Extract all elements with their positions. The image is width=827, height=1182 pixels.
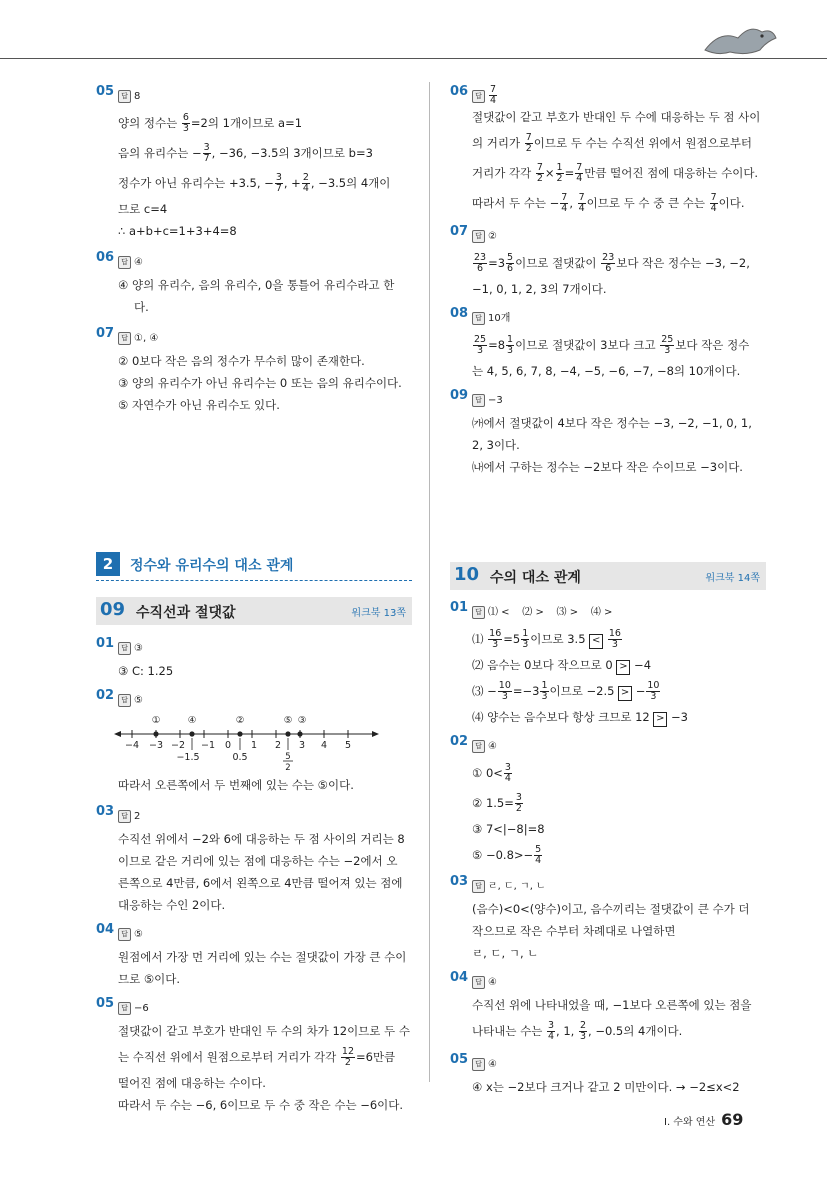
sub-label: −1.5 [176, 752, 200, 763]
answer-05-bottom [96, 996, 412, 1116]
text-line: ② 1.5= $\frac{3}{2}$ [472, 792, 522, 814]
answer-badge-icon: 답 [472, 394, 485, 407]
question-number: 03 [96, 804, 115, 819]
fraction: $\frac{3}{7}$ [275, 172, 282, 194]
answer-04-right [450, 970, 766, 1046]
answer-value: −3 [488, 395, 503, 406]
tick-label: −3 [148, 740, 164, 751]
point-label: ④ [187, 715, 197, 726]
question-number: 03 [450, 874, 469, 889]
fraction: $\frac{2}{4}$ [302, 172, 309, 194]
question-number: 07 [450, 224, 469, 239]
question-number: 09 [450, 388, 469, 403]
tick-label: 3 [298, 740, 306, 751]
text-line: ⑷ 양수는 음수보다 항상 크므로 12 > −3 [472, 706, 766, 728]
answer-value: ④ [488, 741, 497, 752]
answer-value: ④ [134, 257, 143, 268]
text-line: 른쪽으로 4만큼, 6에서 왼쪽으로 4만큼 떨어져 있는 점에 [118, 876, 403, 890]
text-line: $\frac{25}{3}$ =8 $\frac{1}{3}$ 이므로 절댓값이 3보다 크고 $\frac{25}{3}$ 보다 작은 정수 [474, 334, 750, 356]
answer-02 [96, 688, 412, 796]
left-bottom-column [96, 636, 412, 1116]
answer-01 [96, 636, 412, 682]
unit-header-09 [96, 597, 412, 625]
answer-badge-icon: 답 [472, 1058, 485, 1071]
answer-badge-icon: 답 [118, 332, 131, 345]
text-line: ⑤ 자연수가 아닌 유리수도 있다. [118, 398, 280, 412]
sub-frac-num: 5 [285, 752, 291, 762]
answer-01-right [450, 600, 766, 728]
text-line: ③ C: 1.25 [118, 664, 174, 678]
text-line: ③ 양의 유리수가 아닌 유리수는 0 또는 음의 유리수이다. [118, 376, 402, 390]
answer-07 [96, 326, 412, 416]
answer-value: ⑤ [134, 695, 143, 706]
text-line: 양의 정수는 $\frac{6}{3}$ =2의 1개이므로 a=1 [118, 112, 303, 134]
question-number: 05 [450, 1052, 469, 1067]
text-line: 거리가 각각 $\frac{7}{2}$ × $\frac{1}{2}$ = $\frac{7}{4}$ 만큼 떨어진 점에 대응하는 수이다. [472, 162, 759, 184]
answer-badge-icon: 답 [118, 90, 131, 103]
text-line: ∴ a+b+c=1+3+4=8 [118, 224, 237, 238]
text-line: ② 0보다 작은 음의 정수가 무수히 많이 존재한다. [118, 354, 365, 368]
answer-06-right [450, 84, 766, 218]
answer-value: −6 [134, 1003, 149, 1014]
text-line: 떨어진 점에 대응하는 수이다. [118, 1076, 266, 1090]
answer-03 [96, 804, 412, 916]
answer-badge-icon: 답 [472, 230, 485, 243]
question-number: 02 [96, 688, 115, 703]
answer-badge-icon: 답 [472, 606, 485, 619]
unit-title: 수의 대소 관계 [490, 570, 581, 586]
text-line: ④ 양의 유리수, 음의 유리수, 0을 통틀어 유리수라고 한 [118, 278, 395, 292]
text-line: 다. [134, 300, 149, 314]
sub-frac-den: 2 [285, 763, 291, 773]
question-number: 04 [96, 922, 115, 937]
question-number: 07 [96, 326, 115, 341]
text-line: 정수가 아닌 유리수는 +3.5, − $\frac{3}{7}$ , + $\frac{2}{4}$ , −3.5의 4개이 [118, 172, 391, 194]
text-line: (음수)<0<(양수)이고, 음수끼리는 절댓값이 큰 수가 더 [472, 902, 750, 916]
answer-value: ⑴ < ⑵ > ⑶ > ⑷ > [488, 607, 613, 618]
tick-label: 1 [250, 740, 258, 751]
dragon-mascot-icon [700, 20, 780, 60]
answer-06 [96, 250, 412, 318]
answer-03-right [450, 874, 766, 964]
tick-label: 2 [274, 740, 282, 751]
text-line: 나타내는 수는 $\frac{3}{4}$ , 1, $\frac{2}{3}$ , −0.5의 4개이다. [472, 1020, 683, 1042]
text-line: ㈎에서 절댓값이 4보다 작은 정수는 −3, −2, −1, 0, 1, [472, 416, 752, 430]
text-line: 따라서 두 수는 − $\frac{7}{4}$ , $\frac{7}{4}$ 이므로 두 수 중 큰 수는 $\frac{7}{4}$ 이다. [472, 192, 745, 214]
text-line: −1, 0, 1, 2, 3의 7개이다. [472, 282, 607, 296]
section-title: 정수와 유리수의 대소 관계 [130, 558, 294, 574]
answer-02-right [450, 734, 766, 870]
answer-badge-icon: 답 [118, 256, 131, 269]
text-line: ⑴ $\frac{16}{3}$ =5 $\frac{1}{3}$ 이므로 3.5 < $\frac{16}{3}$ [472, 628, 621, 650]
column-divider [429, 82, 430, 1082]
fraction: $\frac{6}{3}$ [182, 112, 189, 134]
text-line: ⑶ − $\frac{10}{3}$ =−3 $\frac{1}{3}$ 이므로 −2.5 > − $\frac{10}{3}$ [472, 680, 660, 702]
point-label: ① [151, 715, 161, 726]
answer-box: > [653, 712, 667, 727]
tick-label: 5 [344, 740, 352, 751]
text-line: 따라서 두 수는 −6, 6이므로 두 수 중 작은 수는 −6이다. [118, 1098, 404, 1112]
text-line: 따라서 오른쪽에서 두 번째에 있는 수는 ⑤이다. [118, 778, 354, 792]
text-line: ㈏에서 구하는 정수는 −2보다 작은 수이므로 −3이다. [472, 460, 743, 474]
workbook-reference: 워크북 13쪽 [351, 608, 406, 619]
answer-value: ⑤ [134, 929, 143, 940]
answer-badge-icon: 답 [472, 90, 485, 103]
answer-box: > [616, 660, 630, 675]
answer-badge-icon: 답 [118, 642, 131, 655]
question-number: 01 [450, 600, 469, 615]
answer-badge-icon: 답 [472, 880, 485, 893]
text-line: 므로 ⑤이다. [118, 972, 181, 986]
workbook-reference: 워크북 14쪽 [705, 573, 760, 584]
text-line: 는 수직선 위에서 원점으로부터 거리가 각각 $\frac{12}{2}$ =6만큼 [118, 1046, 396, 1068]
unit-header-10 [450, 562, 766, 590]
text-line: 수직선 위에 나타내었을 때, −1보다 오른쪽에 있는 점을 [472, 998, 752, 1012]
text-line: ① 0< $\frac{3}{4}$ [472, 762, 511, 784]
text-line: 절댓값이 같고 부호가 반대인 두 수의 차가 12이므로 두 수 [118, 1024, 410, 1038]
answer-badge-icon: 답 [118, 1002, 131, 1015]
answer-value: ④ [488, 977, 497, 988]
question-number: 06 [96, 250, 115, 265]
text-line: ③ 7<|−8|=8 [472, 822, 545, 836]
answer-value: 10개 [488, 313, 511, 324]
text-line: 므로 c=4 [118, 202, 168, 216]
right-top-column [450, 84, 766, 478]
text-line: ⑤ −0.8>− $\frac{5}{4}$ [472, 844, 542, 866]
answer-value: ② [488, 231, 497, 242]
answer-badge-icon: 답 [118, 928, 131, 941]
text-line: ㄹ, ㄷ, ㄱ, ㄴ [472, 946, 539, 960]
text-line: ④ x는 −2보다 크거나 같고 2 미만이다. → −2≤x<2 [472, 1080, 740, 1094]
page-number: 69 [721, 1110, 744, 1129]
right-bottom-column [450, 600, 766, 1098]
answer-value: ㄹ, ㄷ, ㄱ, ㄴ [488, 881, 546, 892]
section-number: 2 [96, 552, 120, 576]
text-line: 수직선 위에서 −2와 6에 대응하는 두 점 사이의 거리는 8 [118, 832, 405, 846]
answer-08-right [450, 306, 766, 382]
tick-label: −2 [170, 740, 186, 751]
number-line [114, 712, 384, 774]
answer-badge-icon: 답 [472, 740, 485, 753]
tick-label: 4 [320, 740, 328, 751]
answer-05-right [450, 1052, 766, 1098]
answer-badge-icon: 답 [118, 810, 131, 823]
answer-value: 8 [134, 91, 141, 102]
text-line: 대응하는 수인 2이다. [118, 898, 226, 912]
answer-badge-icon: 답 [472, 976, 485, 989]
answer-09-right [450, 388, 766, 478]
chapter-label: I. 수와 연산 [664, 1117, 716, 1128]
text-line: 의 거리가 $\frac{7}{2}$ 이므로 두 수는 수직선 위에서 원점으로부터 [472, 132, 753, 154]
unit-number: 10 [454, 564, 480, 585]
answer-box: > [618, 686, 632, 701]
answer-fraction: $\frac{7}{4}$ [490, 84, 497, 106]
sub-label: 0.5 [232, 752, 248, 763]
section-header [96, 552, 412, 580]
question-number: 02 [450, 734, 469, 749]
answer-badge-icon: 답 [118, 694, 131, 707]
text-line: $\frac{23}{6}$ =3 $\frac{5}{6}$ 이므로 절댓값이 $\frac{23}{6}$ 보다 작은 정수는 −3, −2, [474, 252, 750, 274]
question-number: 08 [450, 306, 469, 321]
page-footer [664, 1110, 743, 1129]
answer-value: ①, ④ [134, 333, 159, 344]
text-line: 2, 3이다. [472, 438, 520, 452]
answer-value: 2 [134, 811, 141, 822]
answer-value: ③ [134, 643, 143, 654]
question-number: 04 [450, 970, 469, 985]
text-line: 는 4, 5, 6, 7, 8, −4, −5, −6, −7, −8의 10개이다. [472, 364, 741, 378]
unit-number: 09 [100, 599, 126, 620]
point-label: ⑤ [283, 715, 293, 726]
answer-05 [96, 84, 412, 242]
text-line: 작으므로 작은 수부터 차례대로 나열하면 [472, 924, 676, 938]
tick-label: −1 [200, 740, 216, 751]
text-line: 음의 유리수는 − $\frac{3}{7}$ , −36, −3.5의 3개이므로 b=3 [118, 142, 373, 164]
answer-04 [96, 922, 412, 990]
answer-value: ④ [488, 1059, 497, 1070]
fraction: $\frac{3}{7}$ [203, 142, 210, 164]
question-number: 06 [450, 84, 469, 99]
question-number: 01 [96, 636, 115, 651]
point-label: ③ [297, 715, 307, 726]
question-number: 05 [96, 996, 115, 1011]
answer-07-right [450, 224, 766, 300]
section-dash-rule [96, 580, 412, 581]
tick-label: −4 [124, 740, 140, 751]
left-top-column [96, 84, 412, 416]
text-line: 절댓값이 같고 부호가 반대인 두 수에 대응하는 두 점 사이 [472, 110, 761, 124]
answer-badge-icon: 답 [472, 312, 485, 325]
text-line: 원점에서 가장 먼 거리에 있는 수는 절댓값이 가장 큰 수이 [118, 950, 407, 964]
text-line: ⑵ 음수는 0보다 작으므로 0 > −4 [472, 654, 766, 676]
unit-title: 수직선과 절댓값 [136, 605, 236, 621]
question-number: 05 [96, 84, 115, 99]
point-label: ② [235, 715, 245, 726]
tick-label: 0 [224, 740, 232, 751]
text-line: 이므로 같은 거리에 있는 점에 대응하는 수는 −2에서 오 [118, 854, 398, 868]
answer-box: < [589, 634, 603, 649]
